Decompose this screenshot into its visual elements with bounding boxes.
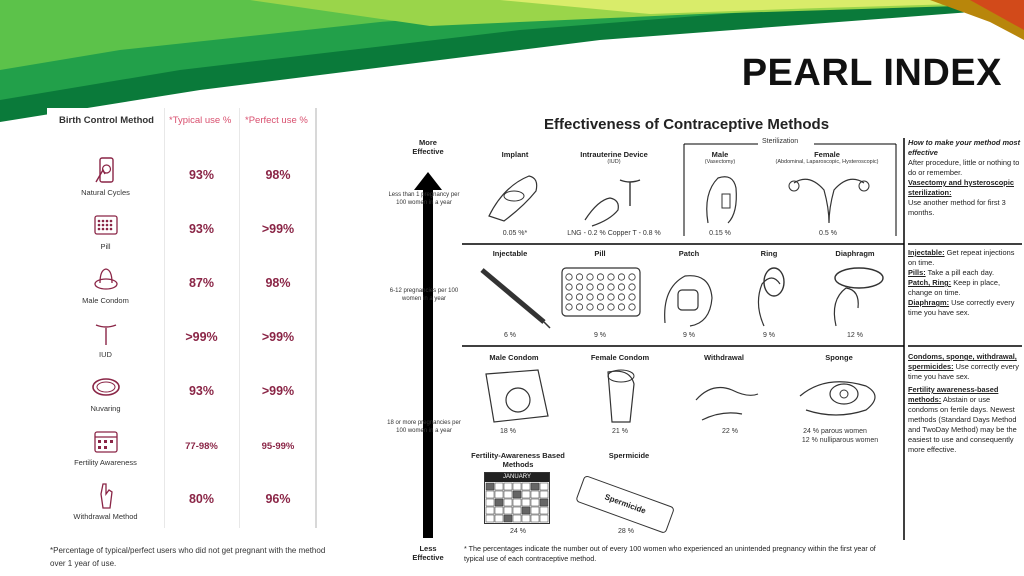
pill-dot xyxy=(587,284,593,290)
method-sponge: Sponge xyxy=(825,353,853,362)
birth-control-table xyxy=(47,108,317,528)
perfect-value: >99% xyxy=(261,384,295,398)
female-condom-value: 21 % xyxy=(612,428,628,435)
hand-icon xyxy=(89,480,123,510)
condom-icon xyxy=(89,264,123,294)
calendar-cell xyxy=(522,515,530,522)
ring-icon xyxy=(89,372,123,402)
calendar-cell xyxy=(540,483,548,490)
sterilization-label: Sterilization xyxy=(762,138,799,145)
method-male-sterilization: Male xyxy=(711,150,729,159)
advice-item-title: Fertility awareness-based methods: xyxy=(908,385,999,404)
method-iud: Intrauterine Device xyxy=(580,150,648,159)
advice-item-text: Use another method for first 3 months. xyxy=(908,198,1006,217)
pill-dot xyxy=(629,294,635,300)
female-value: 0.5 % xyxy=(819,230,837,237)
table-header xyxy=(47,108,315,134)
axis-less-effective: Less Effective xyxy=(412,544,444,562)
table-row xyxy=(47,314,317,368)
tier-note: 18 or more pregnancies per 100 women in a year xyxy=(387,420,461,434)
calendar-cell xyxy=(495,483,503,490)
typical-value: 93% xyxy=(188,384,215,398)
diaphragm-illustration xyxy=(824,260,894,330)
advice-item-text: Use correctly every time you have sex. xyxy=(908,298,1015,317)
tier-note: Less than 1 pregnancy per 100 women in a year xyxy=(388,192,460,206)
ring-illustration xyxy=(744,264,800,330)
method-injectable: Injectable xyxy=(492,249,528,258)
typical-value: 93% xyxy=(188,222,215,236)
perfect-value: 98% xyxy=(265,168,291,182)
method-label: Pill xyxy=(100,242,111,251)
iud-icon xyxy=(89,318,123,348)
advice-item-text: Get repeat injections on time. xyxy=(908,248,1015,267)
calendar-cell xyxy=(540,491,548,498)
pill-dot xyxy=(566,304,572,310)
method-patch: Patch xyxy=(678,249,700,258)
pill-dot xyxy=(587,294,593,300)
pill-dot xyxy=(597,284,603,290)
pill-dot xyxy=(566,274,572,280)
method-label: IUD xyxy=(99,350,112,359)
pill-dot xyxy=(618,304,624,310)
advice-item-title: Condoms, sponge, withdrawal, spermicides: xyxy=(908,352,1017,371)
calendar-cell xyxy=(486,483,494,490)
pill-dot xyxy=(608,304,614,310)
method-label: Natural Cycles xyxy=(81,188,130,197)
method-iud-sub: (IUD) xyxy=(607,159,621,165)
advice-tier-1 xyxy=(908,138,1022,218)
pill-dot xyxy=(576,284,582,290)
calendar-cell xyxy=(504,515,512,522)
perfect-value: 95-99% xyxy=(261,441,295,452)
pill-pack-icon xyxy=(89,210,123,240)
calendar-cell xyxy=(495,499,503,506)
calendar-cell xyxy=(531,507,539,514)
spermicide-value: 28 % xyxy=(618,528,634,535)
calendar-cell xyxy=(540,515,548,522)
method-label: Withdrawal Method xyxy=(73,512,138,521)
patch-value: 9 % xyxy=(682,332,696,339)
method-spermicide: Spermicide xyxy=(608,451,650,460)
advice-tier-3 xyxy=(908,352,1022,455)
calendar-icon xyxy=(89,426,123,456)
advice-item-title: Diaphragm: xyxy=(908,298,950,307)
calendar-cell xyxy=(504,483,512,490)
pill-dot xyxy=(597,274,603,280)
pill-dot xyxy=(608,284,614,290)
injectable-illustration xyxy=(474,260,554,330)
fertility-awareness-value: 24 % xyxy=(510,528,526,535)
method-female-sub: (Abdominal, Laparoscopic, Hysteroscopic) xyxy=(775,159,879,165)
calendar-cell xyxy=(504,491,512,498)
method-fertility-awareness: Fertility-Awareness Based Methods xyxy=(471,451,565,469)
iud-value: LNG - 0.2 % Copper T - 0.8 % xyxy=(567,230,661,237)
method-female-condom: Female Condom xyxy=(590,353,650,362)
advice-item-text: Use correctly every time you have sex. xyxy=(908,362,1019,381)
pill-dot xyxy=(597,294,603,300)
perfect-value: 98% xyxy=(265,276,291,290)
pill-dot xyxy=(618,274,624,280)
calendar-cell xyxy=(486,499,494,506)
calendar-cell xyxy=(513,507,521,514)
calendar-cell xyxy=(531,483,539,490)
perfect-value: >99% xyxy=(261,330,295,344)
typical-value: 77-98% xyxy=(185,441,218,452)
female-condom-illustration xyxy=(590,364,650,426)
method-female-sterilization: Female xyxy=(814,150,840,159)
male-value: 0.15 % xyxy=(709,230,731,237)
effectiveness-infographic xyxy=(384,108,1024,576)
pill-dot xyxy=(576,294,582,300)
calendar-cell xyxy=(486,491,494,498)
pill-dot xyxy=(608,294,614,300)
calendar-cell xyxy=(486,507,494,514)
calendar-cell xyxy=(522,491,530,498)
calendar-cell xyxy=(540,499,548,506)
calendar-cell xyxy=(513,491,521,498)
table-row xyxy=(47,476,317,530)
typical-value: >99% xyxy=(185,330,218,344)
implant-value: 0.05 %* xyxy=(502,230,528,237)
header-perfect: *Perfect use % xyxy=(245,115,308,126)
calendar-illustration xyxy=(484,472,550,524)
pill-value: 9 % xyxy=(593,332,607,339)
advice-item-title: Injectable: xyxy=(908,248,945,257)
calendar-cell xyxy=(531,499,539,506)
table-row xyxy=(47,206,317,260)
method-label: Fertility Awareness xyxy=(74,458,137,467)
pill-dot xyxy=(618,294,624,300)
slide-title: PEARL INDEX xyxy=(741,52,1002,94)
calendar-cell xyxy=(486,515,494,522)
advice-text: After procedure, little or nothing to do or remember. xyxy=(908,158,1020,177)
calendar-cell xyxy=(495,507,503,514)
male-condom-illustration xyxy=(478,364,558,426)
calendar-cell xyxy=(513,483,521,490)
calendar-cell xyxy=(495,515,503,522)
female-sterilization-illustration xyxy=(784,168,874,228)
sponge-value-parous: 24 % parous women xyxy=(803,428,867,435)
tier-note: 6-12 pregnancies per 100 women in a year xyxy=(389,288,459,302)
advice-item-title: Vasectomy and hysteroscopic sterilization: xyxy=(908,178,1014,197)
diaphragm-value: 12 % xyxy=(847,332,863,339)
pill-dot xyxy=(587,304,593,310)
advice-heading: How to make your method most effective xyxy=(908,138,1021,157)
sponge-illustration xyxy=(796,366,886,422)
perfect-value: 96% xyxy=(265,492,291,506)
calendar-cell xyxy=(495,491,503,498)
calendar-month: JANUARY xyxy=(485,473,549,482)
calendar-cell xyxy=(531,515,539,522)
calendar-cell xyxy=(522,507,530,514)
calendar-cell xyxy=(513,515,521,522)
pill-dot xyxy=(629,304,635,310)
method-male-condom: Male Condom xyxy=(489,353,539,362)
spermicide-tube-text: Spermicide xyxy=(603,492,648,516)
calendar-cell xyxy=(531,491,539,498)
advice-item-title: Pills: xyxy=(908,268,926,277)
table-row xyxy=(47,422,317,476)
pill-dot xyxy=(566,294,572,300)
header-typical: *Typical use % xyxy=(169,115,232,126)
pill-dot xyxy=(629,274,635,280)
advice-item-text: Take a pill each day. xyxy=(927,268,995,277)
pill-dot xyxy=(566,284,572,290)
advice-tier-2 xyxy=(908,248,1022,318)
withdrawal-illustration xyxy=(692,370,762,426)
method-withdrawal: Withdrawal xyxy=(704,353,744,362)
axis-more-effective: More Effective xyxy=(412,138,444,156)
typical-value: 87% xyxy=(188,276,215,290)
calendar-cell xyxy=(504,507,512,514)
pill-dot xyxy=(576,304,582,310)
vasectomy-illustration xyxy=(698,168,744,228)
table-row xyxy=(47,368,317,422)
infographic-title: Effectiveness of Contraceptive Methods xyxy=(544,116,830,133)
perfect-value: >99% xyxy=(261,222,295,236)
injectable-value: 6 % xyxy=(503,332,517,339)
typical-value: 93% xyxy=(188,168,215,182)
calendar-cell xyxy=(504,499,512,506)
table-footnote: *Percentage of typical/perfect users who did not get pregnant with the method over 1 year of use. xyxy=(50,546,326,568)
infographic-footnote: * The percentages indicate the number out of every 100 women who experienced an unintended pregnancy within the first year of typical use of each contraceptive method. xyxy=(464,544,876,563)
sponge-value-nulliparous: 12 % nulliparous women xyxy=(801,437,879,444)
pill-dot xyxy=(618,284,624,290)
pill-pack-illustration xyxy=(560,266,642,318)
phone-cycle-icon xyxy=(89,156,123,186)
pill-dot xyxy=(629,284,635,290)
pill-dot xyxy=(587,274,593,280)
pill-dot xyxy=(608,274,614,280)
advice-item-text: Abstain or use condoms on fertile days. Newest methods (Standard Days Method and TwoDay Method) may be the easiest to use and consequently more effective. xyxy=(908,395,1017,454)
method-pill: Pill xyxy=(594,249,606,258)
method-label: Male Condom xyxy=(82,296,129,305)
pill-dot xyxy=(576,274,582,280)
iud-illustration xyxy=(580,170,650,228)
header-method: Birth Control Method xyxy=(59,115,154,126)
method-male-sub: (Vasectomy) xyxy=(704,159,736,165)
method-label: Nuvaring xyxy=(90,404,121,413)
ring-value: 9 % xyxy=(762,332,776,339)
method-implant: Implant xyxy=(501,150,529,159)
calendar-grid xyxy=(485,482,549,524)
table-row xyxy=(47,260,317,314)
typical-value: 80% xyxy=(188,492,215,506)
calendar-cell xyxy=(540,507,548,514)
withdrawal-value: 22 % xyxy=(722,428,738,435)
calendar-cell xyxy=(522,483,530,490)
table-row xyxy=(47,152,317,206)
patch-illustration xyxy=(660,268,716,328)
pill-dot xyxy=(597,304,603,310)
method-ring: Ring xyxy=(760,249,778,258)
calendar-cell xyxy=(522,499,530,506)
method-diaphragm: Diaphragm xyxy=(835,249,875,258)
advice-item-title: Patch, Ring: xyxy=(908,278,952,287)
calendar-cell xyxy=(513,499,521,506)
advice-item-text: Keep in place, change on time. xyxy=(908,278,1001,297)
male-condom-value: 18 % xyxy=(500,428,516,435)
implant-illustration xyxy=(484,166,544,228)
